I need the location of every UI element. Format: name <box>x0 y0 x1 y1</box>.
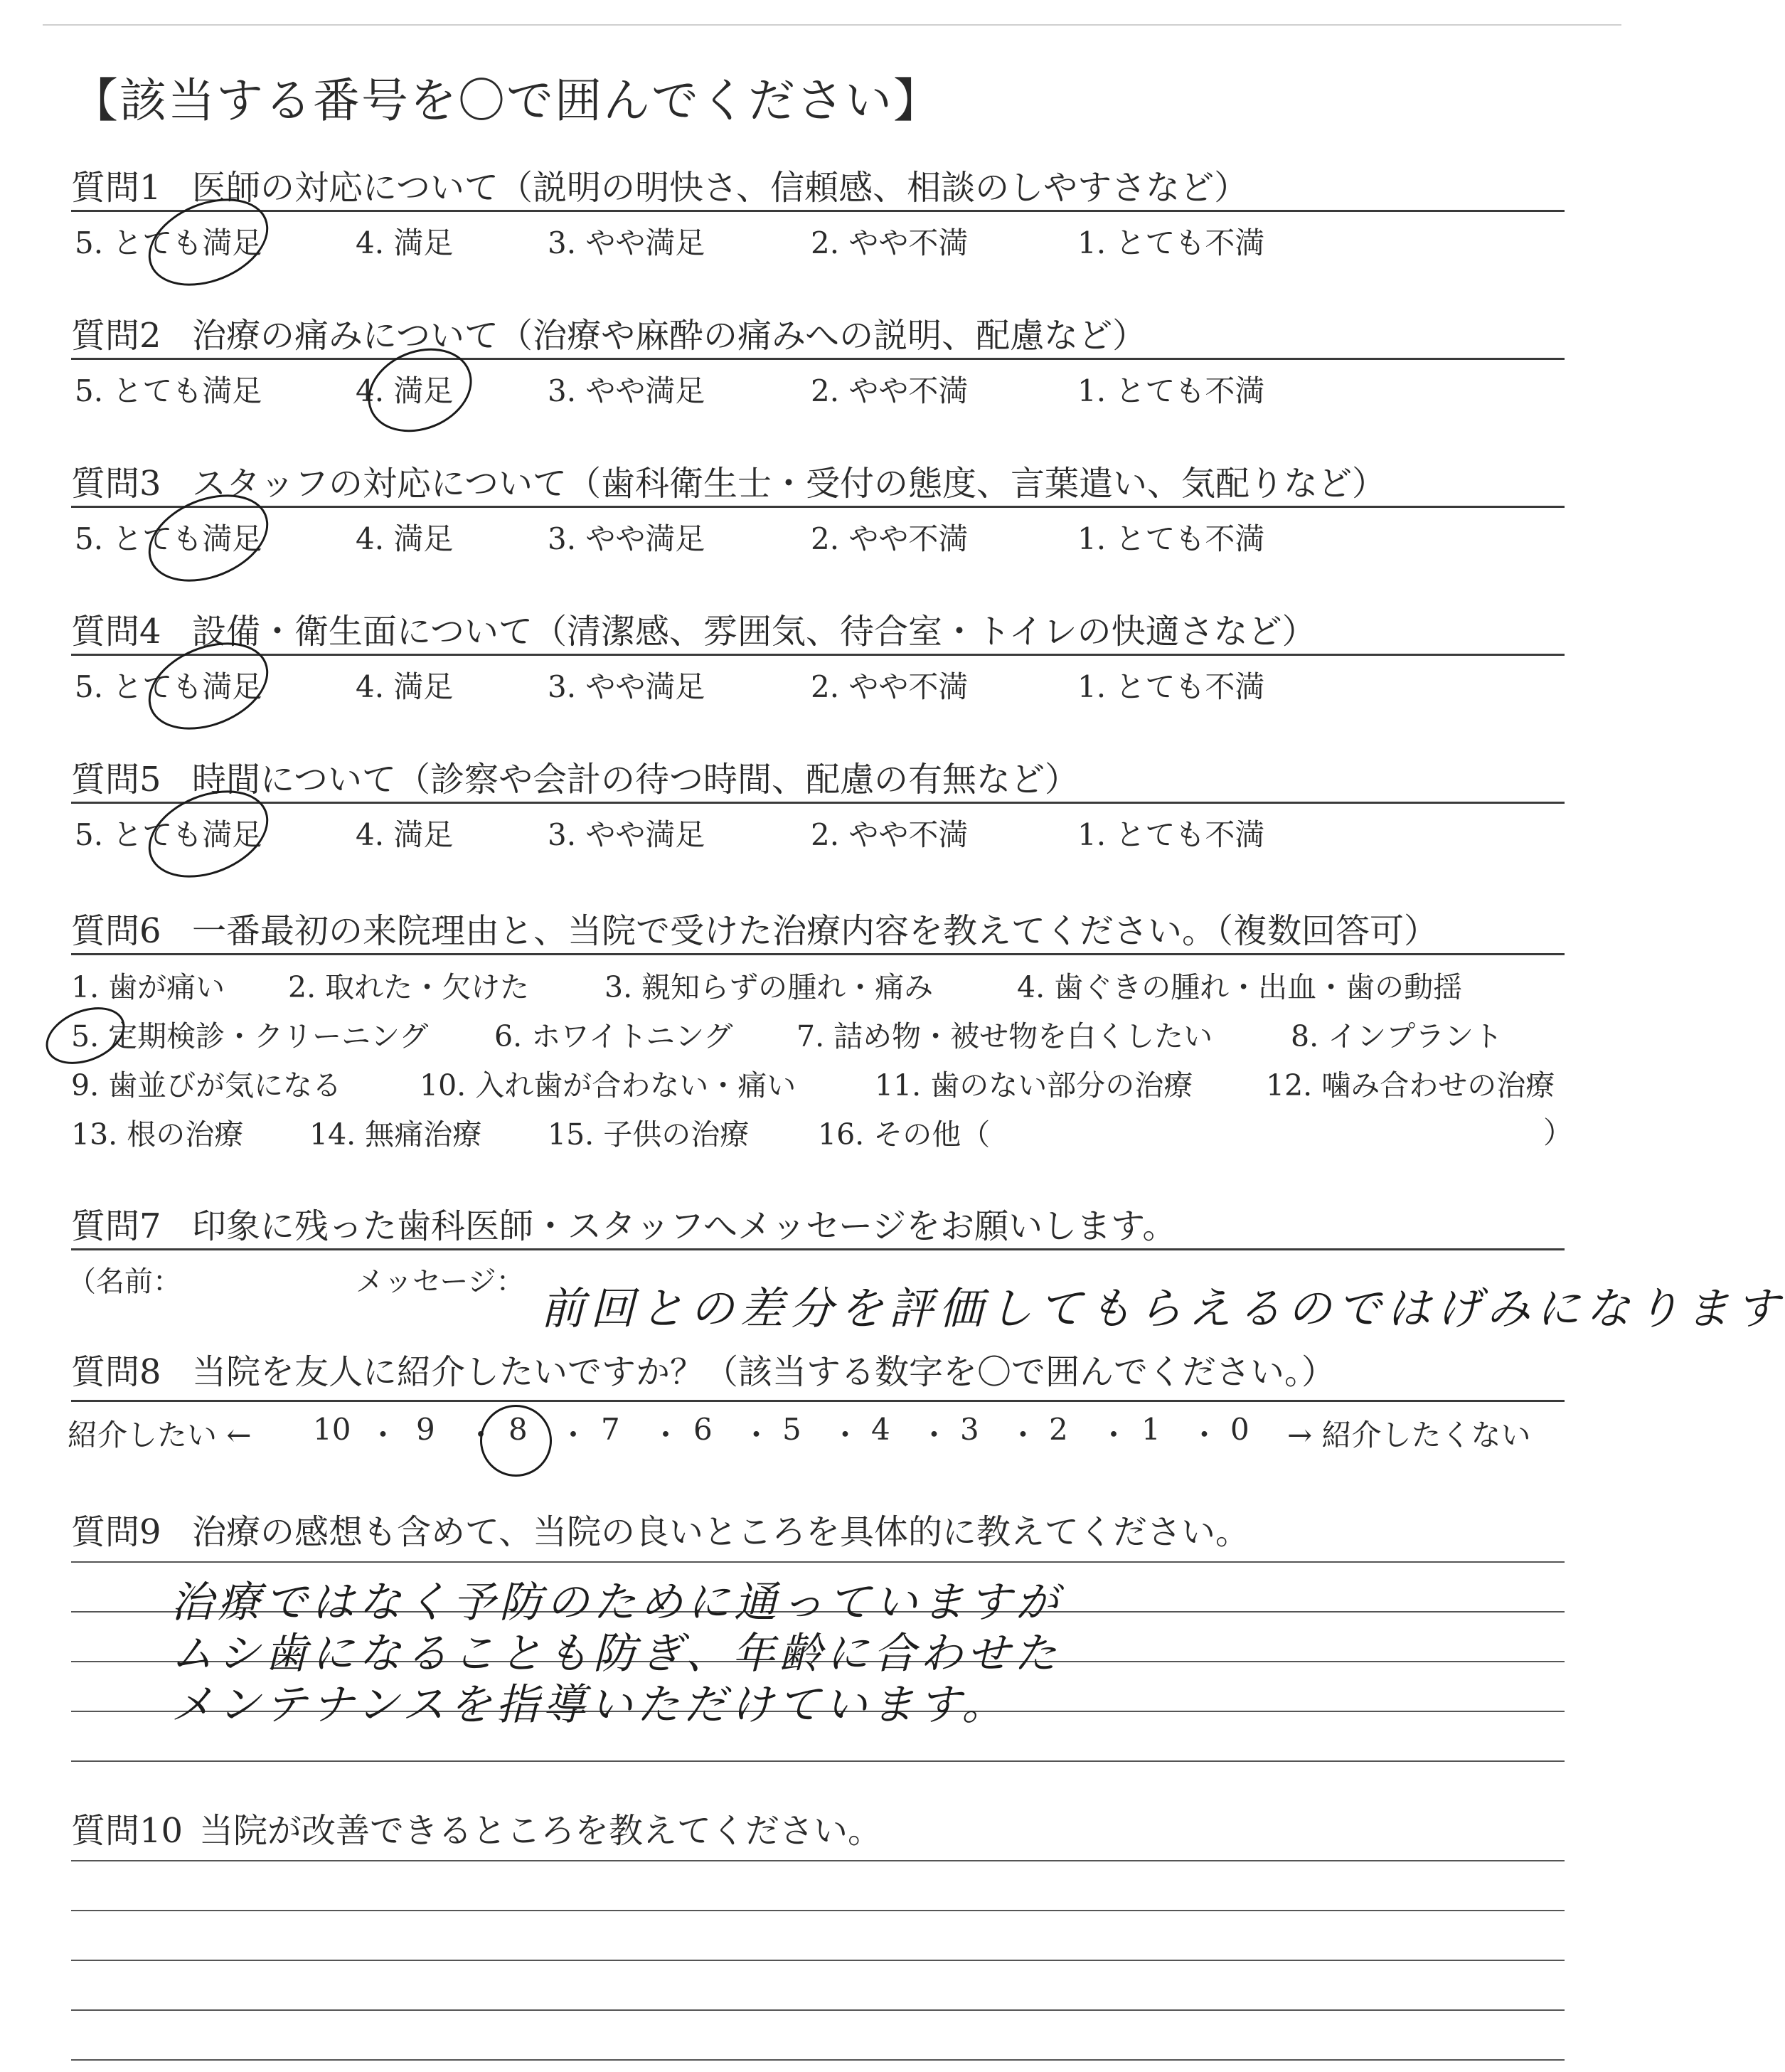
q6-option[interactable]: 5. 定期検診・クリーニング <box>71 1019 429 1053</box>
q1-option[interactable]: 3. やや満足 <box>548 225 705 260</box>
q4-option[interactable]: 1. とても不満 <box>1077 669 1265 704</box>
q5-option[interactable]: 3. やや満足 <box>548 817 705 852</box>
q6-option[interactable]: 13. 根の治療 <box>71 1117 244 1152</box>
q5-option[interactable]: 2. やや不満 <box>811 817 969 852</box>
q8-answer-circle <box>469 1394 563 1487</box>
q7-message: 前回との差分を評価してもらえるのではげみになります <box>540 1282 1785 1334</box>
q4-option[interactable]: 5. とても満足 <box>75 669 262 704</box>
q8-scale-dot: ・ <box>1008 1418 1038 1452</box>
q6-option[interactable]: 1. 歯が痛い <box>71 970 225 1004</box>
q8-scale-dot: ・ <box>919 1418 949 1452</box>
q6-option[interactable]: 2. 取れた・欠けた <box>288 970 530 1004</box>
q6-text: 一番最初の来院理由と、当院で受けた治療内容を教えてください。（複数回答可） <box>192 911 1439 951</box>
q10-answer-rule <box>71 1910 1565 1911</box>
q3-option[interactable]: 3. やや満足 <box>548 521 705 556</box>
q8-scale-value[interactable]: 7 <box>601 1412 620 1447</box>
q4-title <box>71 604 1316 653</box>
q4-rule <box>71 654 1565 656</box>
q8-scale-dot: ・ <box>830 1418 860 1452</box>
q3-option[interactable]: 2. やや不満 <box>811 521 969 556</box>
q8-right-label: → 紹介したくない <box>1287 1418 1531 1452</box>
q8-rule <box>71 1400 1565 1402</box>
q7-message-label: メッセージ： <box>356 1265 525 1298</box>
q3-title <box>71 456 1386 505</box>
q3-option[interactable]: 1. とても不満 <box>1077 521 1265 556</box>
q4-option[interactable]: 4. 満足 <box>356 669 454 704</box>
q6-number: 質問6 <box>71 911 161 951</box>
q8-scale-value[interactable]: 0 <box>1230 1412 1250 1447</box>
q2-rule <box>71 358 1565 360</box>
q8-scale-dot: ・ <box>651 1418 681 1452</box>
q6-close-paren: ） <box>1543 1115 1574 1150</box>
q4-option[interactable]: 3. やや満足 <box>548 669 705 704</box>
q6-option[interactable]: 15. 子供の治療 <box>548 1117 750 1152</box>
q8-scale-value[interactable]: 6 <box>693 1412 713 1447</box>
q3-rule <box>71 506 1565 508</box>
q9-answer-rule <box>71 1561 1565 1563</box>
q10-answer-rule <box>71 1960 1565 1961</box>
q10-text: 当院が改善できるところを教えてください。 <box>199 1811 883 1851</box>
q8-scale-value[interactable]: 9 <box>416 1412 435 1447</box>
q5-option[interactable]: 4. 満足 <box>356 817 454 852</box>
q1-number: 質問1 <box>71 168 161 208</box>
q6-option[interactable]: 6. ホワイトニング <box>494 1019 733 1053</box>
q9-answer-rule <box>71 1760 1565 1762</box>
q5-rule <box>71 802 1565 804</box>
q8-scale-value[interactable]: 10 <box>313 1412 351 1447</box>
q6-option[interactable]: 11. 歯のない部分の治療 <box>875 1068 1193 1103</box>
q6-option[interactable]: 8. インプラント <box>1291 1019 1503 1053</box>
q6-rule <box>71 953 1565 955</box>
q9-number: 質問9 <box>71 1512 161 1552</box>
q8-scale-dot: ・ <box>466 1418 496 1452</box>
q1-option[interactable]: 2. やや不満 <box>811 225 969 260</box>
q2-option[interactable]: 3. やや満足 <box>548 373 705 408</box>
q10-answer-rule <box>71 1860 1565 1861</box>
q6-option[interactable]: 9. 歯並びが気になる <box>71 1068 342 1103</box>
q9-text: 治療の感想も含めて、当院の良いところを具体的に教えてください。 <box>192 1512 1250 1552</box>
q3-option[interactable]: 4. 満足 <box>356 521 454 556</box>
q1-rule <box>71 210 1565 212</box>
q8-left-label: 紹介したい ← <box>68 1418 252 1452</box>
q8-scale-value[interactable]: 1 <box>1141 1412 1161 1447</box>
q6-option[interactable]: 3. 親知らずの腫れ・痛み <box>604 970 934 1004</box>
top-border <box>43 24 1621 26</box>
q5-text: 時間について（診察や会計の待つ時間、配慮の有無など） <box>192 760 1080 799</box>
q8-scale-value[interactable]: 5 <box>782 1412 801 1447</box>
q2-option[interactable]: 1. とても不満 <box>1077 373 1265 408</box>
q3-option[interactable]: 5. とても満足 <box>75 521 262 556</box>
q1-option[interactable]: 1. とても不満 <box>1077 225 1265 260</box>
q9-answer-line: ムシ歯になることも防ぎ、年齢に合わせた <box>171 1629 1061 1679</box>
q8-scale-dot: ・ <box>558 1418 589 1452</box>
q5-option[interactable]: 5. とても満足 <box>75 817 262 852</box>
q7-number: 質問7 <box>71 1206 161 1246</box>
q10-answer-rule <box>71 2009 1565 2011</box>
q2-text: 治療の痛みについて（治療や麻酔の痛みへの説明、配慮など） <box>192 316 1147 356</box>
q6-option[interactable]: 14. 無痛治療 <box>309 1117 482 1152</box>
q7-rule <box>71 1248 1565 1250</box>
q7-title <box>71 1199 1176 1248</box>
q6-option[interactable]: 16. その他（ <box>818 1117 991 1152</box>
q2-option[interactable]: 5. とても満足 <box>75 373 262 408</box>
q8-scale-value[interactable]: 8 <box>508 1412 528 1447</box>
q2-title <box>71 308 1146 357</box>
q3-number: 質問3 <box>71 464 161 504</box>
q5-number: 質問5 <box>71 760 161 799</box>
q8-scale-dot: ・ <box>1099 1418 1129 1452</box>
q6-option[interactable]: 7. 詰め物・被せ物を白くしたい <box>796 1019 1213 1053</box>
q7-text: 印象に残った歯科医師・スタッフへメッセージをお願いします。 <box>192 1206 1177 1246</box>
q8-scale-value[interactable]: 4 <box>871 1412 890 1447</box>
q10-answer-rule <box>71 2059 1565 2061</box>
q8-text: 当院を友人に紹介したいですか？（該当する数字を〇で囲んでください。） <box>192 1352 1336 1392</box>
q8-scale-value[interactable]: 2 <box>1049 1412 1068 1447</box>
q1-option[interactable]: 4. 満足 <box>356 225 454 260</box>
q6-title <box>71 903 1438 952</box>
q6-option[interactable]: 4. 歯ぐきの腫れ・出血・歯の動揺 <box>1017 970 1463 1004</box>
q10-number: 質問10 <box>71 1811 183 1851</box>
q8-scale-dot: ・ <box>368 1418 398 1452</box>
q2-option[interactable]: 2. やや不満 <box>811 373 969 408</box>
q1-option[interactable]: 5. とても満足 <box>75 225 262 260</box>
q9-answer-line: 治療ではなく予防のために通っていますが <box>171 1578 1062 1627</box>
q5-option[interactable]: 1. とても不満 <box>1077 817 1265 852</box>
q2-number: 質問2 <box>71 316 161 356</box>
q3-text: スタッフの対応について（歯科衛生士・受付の態度、言葉遣い、気配りなど） <box>192 464 1387 504</box>
q2-option[interactable]: 4. 満足 <box>356 373 454 408</box>
q10-title <box>71 1803 882 1852</box>
q8-scale-value[interactable]: 3 <box>960 1412 979 1447</box>
q8-scale-dot: ・ <box>741 1418 772 1452</box>
q4-number: 質問4 <box>71 612 161 652</box>
q7-name-label: （名前： <box>68 1265 181 1298</box>
form-header: 【該当する番号を〇で囲んでください】 <box>71 73 942 128</box>
q4-option[interactable]: 2. やや不満 <box>811 669 969 704</box>
q8-number: 質問8 <box>71 1352 161 1392</box>
q8-title <box>71 1344 1336 1393</box>
q6-option[interactable]: 10. 入れ歯が合わない・痛い <box>420 1068 796 1103</box>
q4-text: 設備・衛生面について（清潔感、雰囲気、待合室・トイレの快適さなど） <box>192 612 1316 652</box>
q1-text: 医師の対応について（説明の明快さ、信頼感、相談のしやすさなど） <box>192 168 1249 208</box>
q9-title <box>71 1504 1250 1553</box>
q8-scale-dot: ・ <box>1189 1418 1220 1452</box>
q9-answer-line: メンテナンスを指導いただけています。 <box>171 1680 1009 1730</box>
q6-option[interactable]: 12. 噛み合わせの治療 <box>1266 1068 1555 1103</box>
